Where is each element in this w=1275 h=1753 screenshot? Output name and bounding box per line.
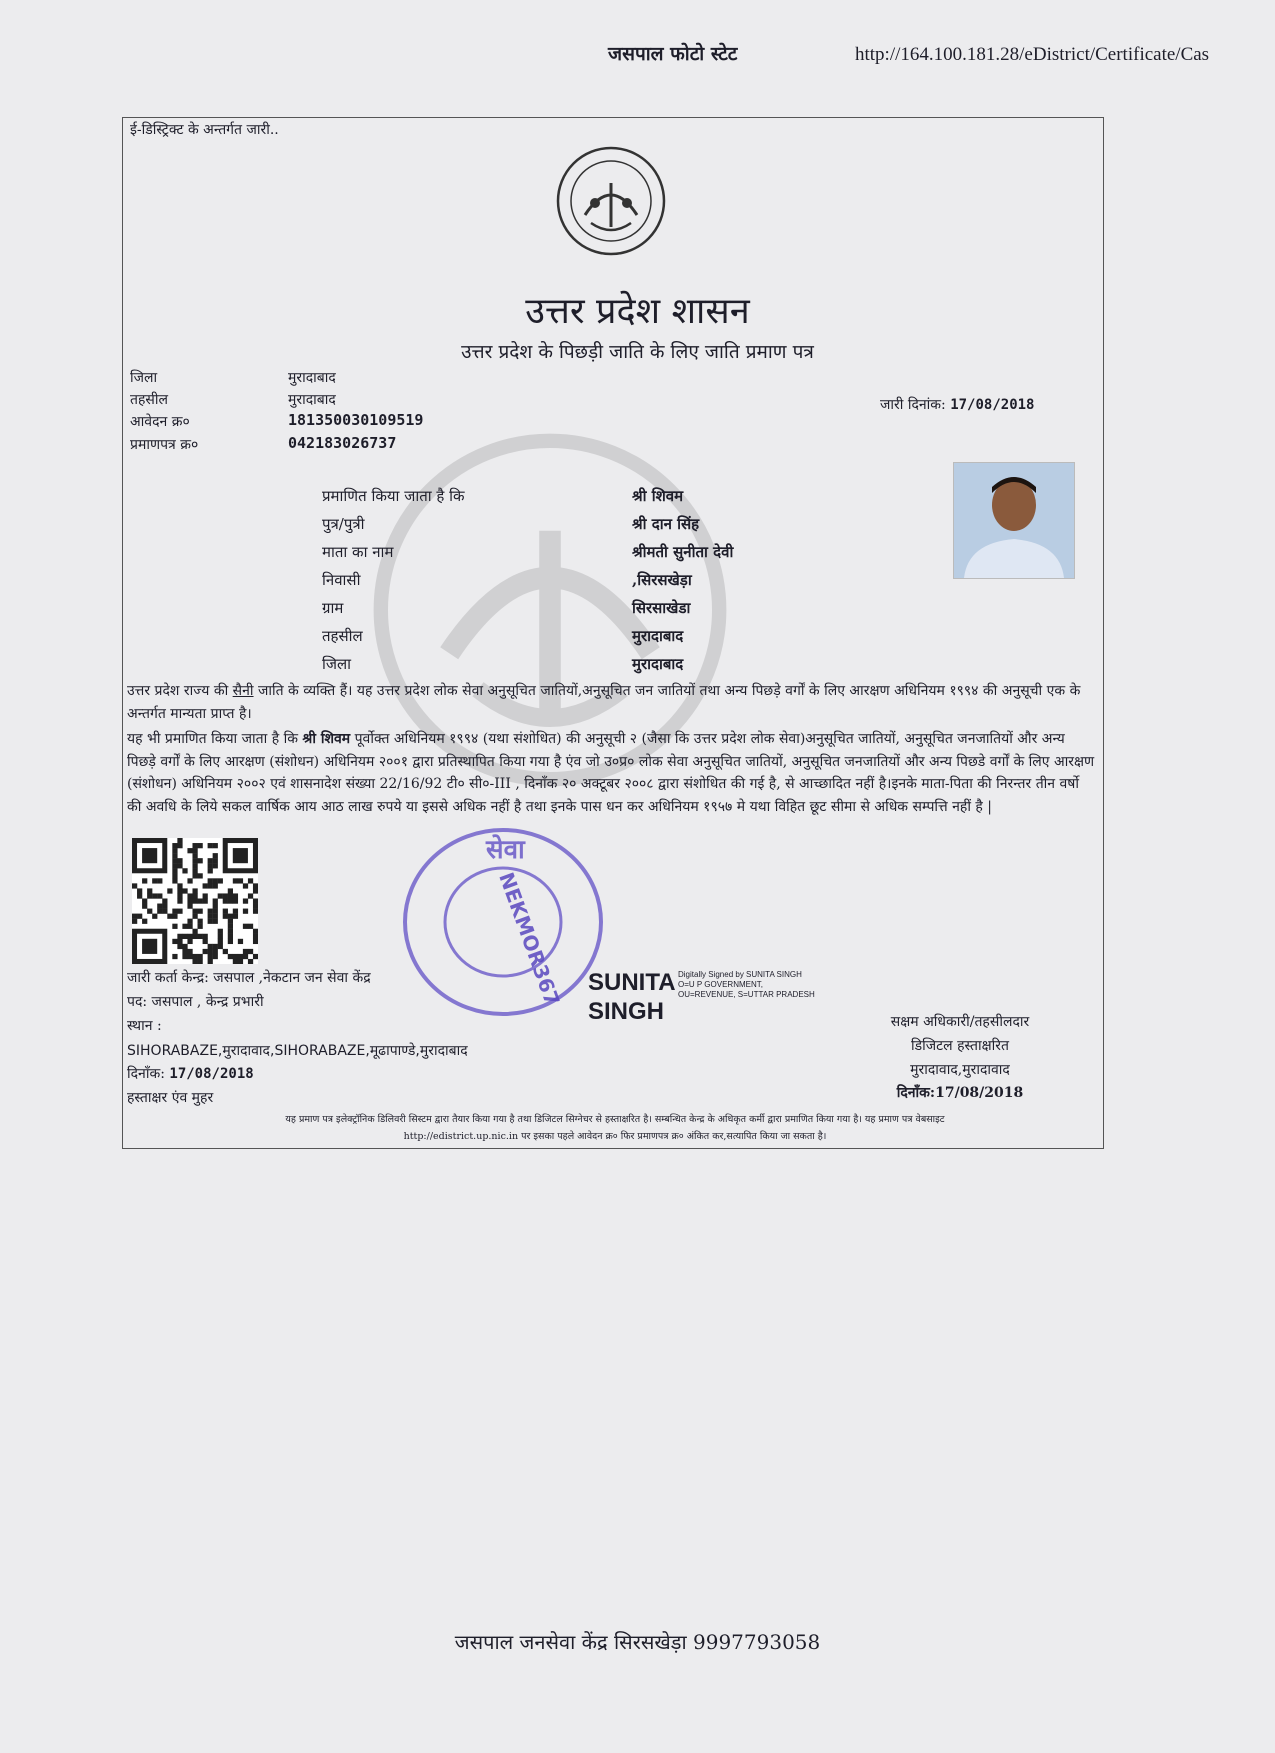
- qr-code: [132, 838, 258, 964]
- applicant-photo: [953, 462, 1075, 579]
- certificate-subtitle: उत्तर प्रदेश के पिछड़ी जाति के लिए जाति प्रमाण पत्र: [461, 341, 814, 363]
- footer-note-line1: यह प्रमाण पत्र इलेक्ट्रॉनिक डिलिवरी सिस्टम द्वारा तैयार किया गया है तथा डिजिटल सिग्नेचर से हस्ताक्षरित है। सम्बन्धित केन्द्र के अधिकृत कर्मी द्वारा प्रमाणित किया गया है। यह प्रमाण पत्र वेबसाइट: [285, 1114, 945, 1125]
- person-value-name: श्री शिवम: [632, 487, 684, 505]
- issue-date-value: 17/08/2018: [950, 397, 1035, 413]
- person-value-mother: श्रीमती सुनीता देवी: [632, 543, 734, 561]
- detail-label-certificate-no: प्रमाणपत्र क्र०: [130, 437, 199, 453]
- government-title: उत्तर प्रदेश शासन: [525, 291, 750, 332]
- seal-top-text: सेवा: [486, 835, 525, 865]
- issuing-post: पद: जसपाल , केन्द्र प्रभारी: [127, 994, 264, 1010]
- officer-location: मुरादावाद,मुरादावाद: [910, 1062, 1010, 1078]
- person-value-district: मुरादाबाद: [632, 655, 684, 673]
- detail-label-district: जिला: [130, 370, 158, 386]
- paragraph-person-name: श्री शिवम: [302, 731, 351, 747]
- detail-value-tehsil: मुरादाबाद: [288, 392, 336, 408]
- detail-value-district: मुरादाबाद: [288, 370, 336, 386]
- issuing-date-label: दिनाँक:: [127, 1066, 165, 1082]
- signature-first-name: SUNITA: [588, 969, 676, 996]
- person-value-tehsil: मुरादाबाद: [632, 627, 684, 645]
- center-seal-icon: [398, 822, 608, 1022]
- person-label-resident: निवासी: [322, 571, 361, 589]
- person-label-mother: माता का नाम: [322, 543, 394, 561]
- issuing-center: जारी कर्ता केन्द्र: जसपाल ,नेकटान जन सेवा केंद्र: [127, 970, 371, 986]
- person-label-district: जिला: [322, 655, 352, 673]
- officer-digital-signed: डिजिटल हस्ताक्षरित: [911, 1038, 1009, 1054]
- person-value-village: सिरसाखेडा: [632, 599, 691, 617]
- person-label-village: ग्राम: [322, 599, 344, 617]
- person-label-certified: प्रमाणित किया जाता है कि: [322, 487, 465, 505]
- person-label-tehsil: तहसील: [322, 627, 363, 645]
- detail-label-application-no: आवेदन क्र०: [130, 414, 190, 430]
- issuing-place: SIHORABAZE,मुरादावाद,SIHORABAZE,मूढापाण्डे,मुरादाबाद: [127, 1043, 468, 1059]
- printed-url: http://164.100.181.28/eDistrict/Certificate/Cas: [855, 44, 1210, 65]
- issuing-date-value: 17/08/2018: [169, 1066, 254, 1082]
- digital-signature-meta: Digitally Signed by SUNITA SINGH O=U P GOVERNMENT, OU=REVENUE, S=UTTAR PRADESH: [678, 970, 815, 999]
- caste-name: सैनी: [232, 683, 254, 699]
- signature-seal-label: हस्ताक्षर एंव मुहर: [127, 1090, 214, 1106]
- up-emblem-icon: [555, 145, 667, 257]
- income-paragraph: यह भी प्रमाणित किया जाता है कि श्री शिवम पूर्वोक्त अधिनियम १९९४ (यथा संशोधित) की अनुसूची २ (जैसा कि उत्तर प्रदेश लोक सेवा)अनुसूचित जातियों, अनुसूचित जनजातियों और अन्य पिछड़े वर्गों के लिए आरक्षण (संशोधन) अधिनियम २००१ द्वारा प्रतिस्थापित किया गया है एंव जो उ०प्र० लोक सेवा अनुसूचित जातियों, अनुसूचित जनजातियों और अन्य पिछडे वर्गों के लिए आरक्षण (संशोधन) अधिनियम २००२ एवं शासनादेश संख्या 22/16/92 टी० सी०-III , दिनाँक २० अक्टूबर २००८ द्वारा संशोधित की गई है, से आच्छादित नहीं है।इनके माता-पिता की निरन्तर तीन वर्षो की अवधि के लिये सकल वार्षिक आय आठ लाख रुपये या इससे अधिक नहीं है तथा इनके पास धन कर अधिनियम १९५७ मे यथा विहित छूट सीमा से अधिक सम्पत्ति नहीं है |: [127, 731, 1095, 815]
- issued-under-text: ई-डिस्ट्रिक्ट के अन्तर्गत जारी..: [130, 122, 279, 138]
- person-value-father: श्री दान सिंह: [632, 515, 700, 533]
- photostat-shop-stamp: जसपाल फोटो स्टेट: [608, 43, 738, 65]
- seal-center-text: NEKMOR367: [494, 869, 565, 1009]
- detail-label-tehsil: तहसील: [130, 392, 168, 408]
- person-label-child-of: पुत्र/पुत्री: [322, 515, 365, 533]
- issue-date: [880, 395, 1035, 414]
- issuing-place-label: स्थान :: [127, 1018, 162, 1034]
- issue-date-label: जारी दिनांक:: [880, 397, 946, 413]
- footer-note-line2: http://edistrict.up.nic.in पर इसका पहले आवेदन क्र० फिर प्रमाणपत्र क्र० अंकित कर,सत्यापित किया जा सकता है।: [403, 1131, 827, 1142]
- signature-last-name: SINGH: [588, 998, 665, 1025]
- digital-signature-name: [588, 968, 676, 1026]
- caste-paragraph: उत्तर प्रदेश राज्य की सैनी जाति के व्यक्ति हैं। यह उत्तर प्रदेश लोक सेवा अनुसूचित जातियों,अनुसूचित जन जातियों तथा अन्य पिछड़े वर्गों के लिए आरक्षण अधिनियम १९९४ की अनुसूची एक के अन्तर्गत मान्यता प्राप्त है।: [127, 683, 1081, 722]
- jan-seva-kendra-stamp: जसपाल जनसेवा केंद्र सिरसखेड़ा 9997793058: [454, 1630, 821, 1654]
- detail-value-application-no: 181350030109519: [288, 411, 424, 429]
- person-silhouette-icon: [954, 463, 1074, 578]
- detail-value-certificate-no: 042183026737: [288, 434, 397, 452]
- person-value-resident: ,सिरसखेड़ा: [632, 571, 692, 589]
- qr-code-icon: [132, 838, 258, 964]
- issuing-date: [127, 1064, 254, 1083]
- officer-designation: सक्षम अधिकारी/तहसीलदार: [890, 1014, 1030, 1030]
- officer-date: दिनाँक:17/08/2018: [896, 1085, 1024, 1101]
